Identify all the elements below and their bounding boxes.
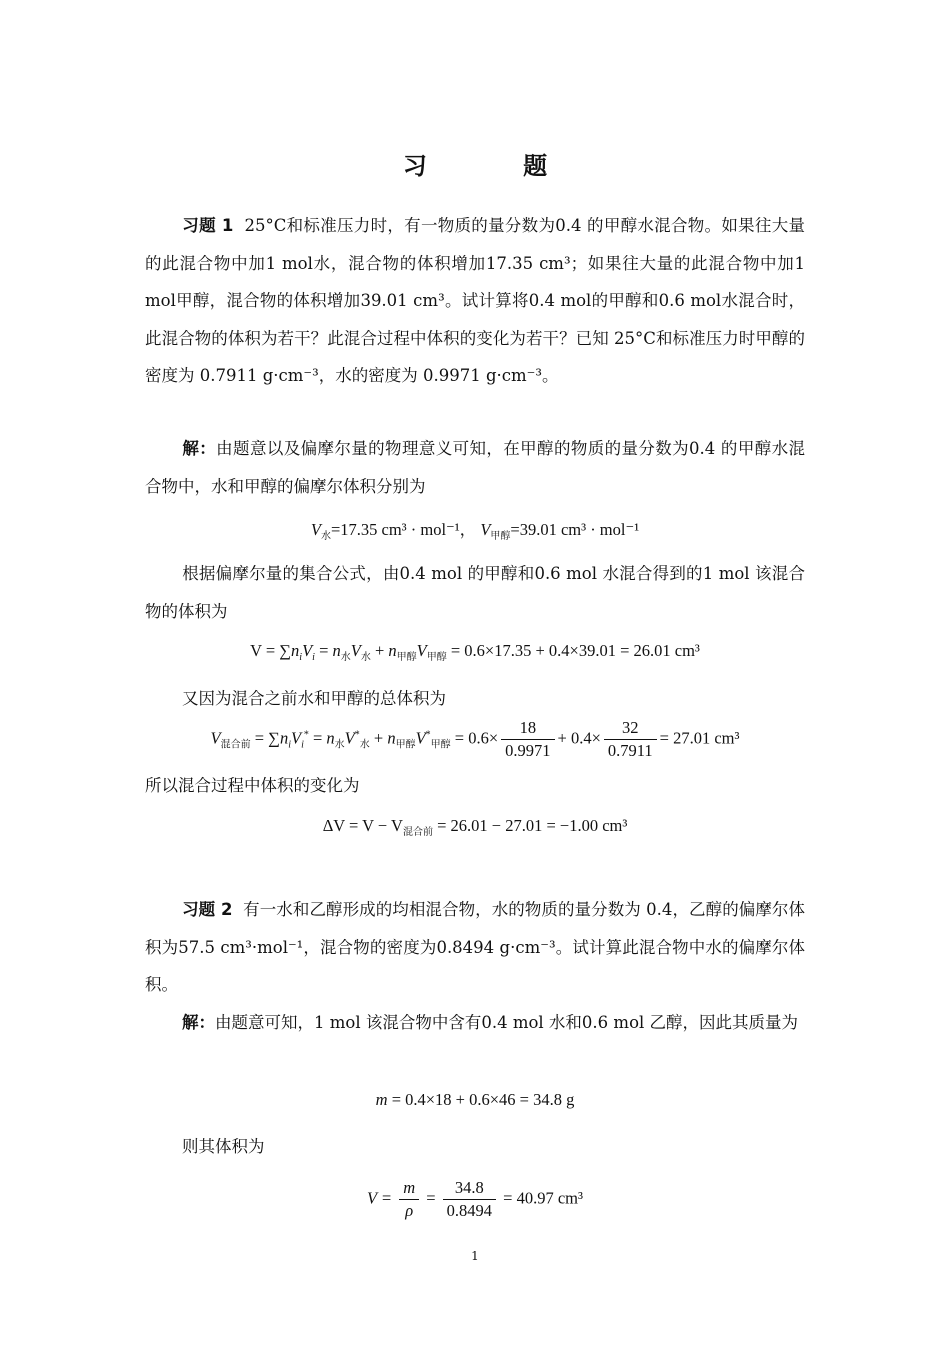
eq2-rest: = 0.6×17.35 + 0.4×39.01 = 26.01 cm³: [446, 641, 700, 660]
eq6-mid: =: [422, 1188, 440, 1208]
solution-2-intro: [145, 1004, 805, 1042]
equation-mixture-volume: $V = \sum n_iV_i = n_水V_水 + n_{甲醇}V_{甲醇} = 0.6\times 17.35 + 0.4\times 39.01 = 26.01$ cm³: [250, 641, 700, 663]
eq1-v-water: V: [310, 520, 321, 539]
problem-1-text: 25°C和标准压力时，有一物质的量分数为0.4 的甲醇水混合物。如果往大量的此混合物中加1 mol水，混合物的体积增加17.35 cm³；如果往大量的此混合物中加1 mol甲醇，混合物的体积增加39.01 cm³。试计算将0.4 mol的甲醇和0.6 mol水混合时，此混合物的体积为若干？此混合过程中体积的变化为若干？已知 25°C和标准压力时甲醇的密度为 0.7911 g·cm⁻³，水的密度为 0.9971 g·cm⁻³。: [145, 216, 805, 385]
page-title: 习 题: [402, 152, 592, 180]
eq5-lhs: m: [375, 1090, 388, 1109]
problem-1-label: 习题 1: [182, 216, 234, 235]
eq6-f2-num: 34.8: [443, 1178, 496, 1200]
eq6-lhs: V =: [367, 1188, 397, 1208]
eq3-fraction-2: [604, 718, 657, 761]
eq3-f2-num: 32: [604, 718, 657, 740]
eq2-n: n: [291, 641, 300, 660]
equation-mass: [145, 1090, 805, 1110]
eq3-sum: = ∑: [250, 728, 280, 748]
eq2-v: V: [302, 641, 313, 660]
text-volume: [145, 1128, 805, 1166]
eq6-f1-den: ρ: [405, 1201, 414, 1220]
problem-2: [145, 891, 805, 1004]
eq6-fraction-2: [443, 1178, 496, 1221]
eq5-rest: = 0.4×18 + 0.6×46 = 34.8 g: [387, 1090, 575, 1109]
solution-1-label: 解：: [182, 439, 217, 458]
solution-2-text: 由题意可知，1 mol 该混合物中含有0.4 mol 水和0.6 mol 乙醇，因此其质量为: [215, 1013, 799, 1032]
text-volume-change-body: 所以混合过程中体积的变化为: [145, 776, 360, 795]
eq1-sub-methanol: 甲醇: [490, 531, 511, 542]
eq1-v-methanol: V: [480, 520, 491, 539]
equation-volume: [145, 1178, 805, 1221]
eq1-val-water: =17.35 cm³ · mol⁻¹，: [330, 520, 477, 539]
eq4-lhs: ΔV = V − V: [322, 816, 403, 835]
text-before-mixing: [145, 680, 805, 718]
eq3-result: = 27.01 cm³: [659, 728, 740, 748]
eq2-lhs: V = ∑: [250, 641, 292, 660]
eq1-sub-water: 水: [320, 531, 331, 542]
eq3-lhs-sub: 混合前: [220, 739, 251, 751]
eq3-f2-den: 0.7911: [607, 741, 653, 760]
text-collective-formula: [145, 555, 805, 630]
eq6-f1-num: m: [399, 1178, 419, 1200]
text-volume-change: [145, 767, 805, 805]
eq4-result: = 26.01 − 27.01 = −1.00 cm³: [432, 816, 628, 835]
text-volume-body: 则其体积为: [182, 1137, 265, 1156]
problem-2-label: 习题 2: [182, 900, 233, 919]
eq3-fraction-1: [501, 718, 554, 761]
eq6-fraction-1: [399, 1178, 419, 1221]
problem-1: [145, 207, 805, 395]
equation-volume-change: [145, 816, 805, 838]
page-number: 1: [471, 1249, 479, 1263]
eq4-sub: 混合前: [402, 827, 433, 838]
equation-partial-volumes: [145, 516, 805, 542]
eq3-f1-num: 18: [501, 718, 554, 740]
equation-volume-before: $V_{混合前} = \sum n_iV_i^* = n_水V^*_水 + n_{甲醇}V^*_{甲醇} = 0.6\times$ $\frac{18}{0.9971}$ + 0.4× $\frac{32}{0.7911}$ = 27.01 cm³: [210, 718, 740, 760]
eq1-val-methanol: =39.01 cm³ · mol⁻¹: [510, 520, 640, 539]
eq6-f2-den: 0.8494: [446, 1201, 493, 1220]
text-before-mixing-body: 又因为混合之前水和甲醇的总体积为: [182, 689, 446, 708]
eq3-f1-den: 0.9971: [505, 741, 551, 760]
solution-2-label: 解：: [182, 1013, 215, 1032]
eq6-result: = 40.97 cm³: [499, 1188, 583, 1208]
eq3-term1: = 0.6×: [450, 728, 499, 748]
eq3-term2: + 0.4×: [557, 728, 601, 748]
problem-2-text: 有一水和乙醇形成的均相混合物，水的物质的量分数为 0.4，乙醇的偏摩尔体积为57.5 cm³·mol⁻¹，混合物的密度为0.8494 g·cm⁻³。试计算此混合物中水的偏摩尔体积。: [145, 900, 805, 994]
solution-1-intro: [145, 430, 805, 505]
text-collective-formula-body: 根据偏摩尔量的集合公式，由0.4 mol 的甲醇和0.6 mol 水混合得到的1 mol 该混合物的体积为: [145, 564, 805, 621]
solution-1-text: 由题意以及偏摩尔量的物理意义可知，在甲醇的物质的量分数为0.4 的甲醇水混合物中，水和甲醇的偏摩尔体积分别为: [145, 439, 805, 496]
eq3-lhs: V: [210, 728, 221, 748]
